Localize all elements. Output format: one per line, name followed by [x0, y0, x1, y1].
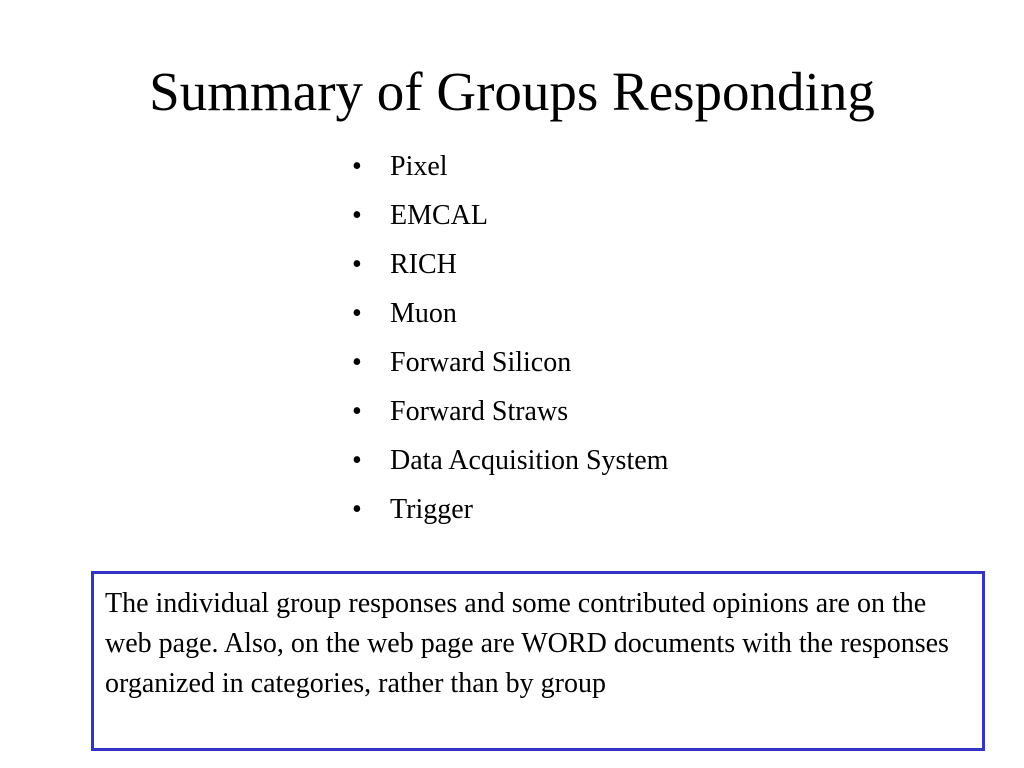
list-item: [352, 142, 668, 191]
list-item: [352, 338, 668, 387]
list-item-label: Forward Straws: [390, 396, 569, 427]
group-list: [352, 142, 668, 534]
list-item: [352, 387, 668, 436]
list-item: [352, 485, 668, 534]
slide-title: Summary of Groups Responding: [149, 61, 875, 122]
bullet-icon: •: [352, 396, 362, 427]
list-item-label: Forward Silicon: [390, 347, 572, 378]
list-item-label: Data Acquisition System: [390, 445, 669, 476]
list-item-label: Pixel: [390, 151, 448, 182]
note-text: The individual group responses and some contributed opinions are on the web page. Also, on the web page are WORD documents with the responses organized in categories, rather than by group: [105, 588, 949, 699]
note-box: [91, 571, 985, 751]
bullet-icon: •: [352, 298, 362, 329]
list-item: [352, 436, 668, 485]
list-item-label: Muon: [390, 298, 457, 329]
bullet-icon: •: [352, 494, 362, 525]
list-item-label: RICH: [390, 249, 457, 280]
list-item-label: Trigger: [390, 494, 473, 525]
bullet-icon: •: [352, 445, 362, 476]
list-item: [352, 240, 668, 289]
bullet-icon: •: [352, 151, 362, 182]
list-item: [352, 191, 668, 240]
list-item: [352, 289, 668, 338]
bullet-icon: •: [352, 249, 362, 280]
bullet-icon: •: [352, 200, 362, 231]
bullet-icon: •: [352, 347, 362, 378]
list-item-label: EMCAL: [390, 200, 488, 231]
